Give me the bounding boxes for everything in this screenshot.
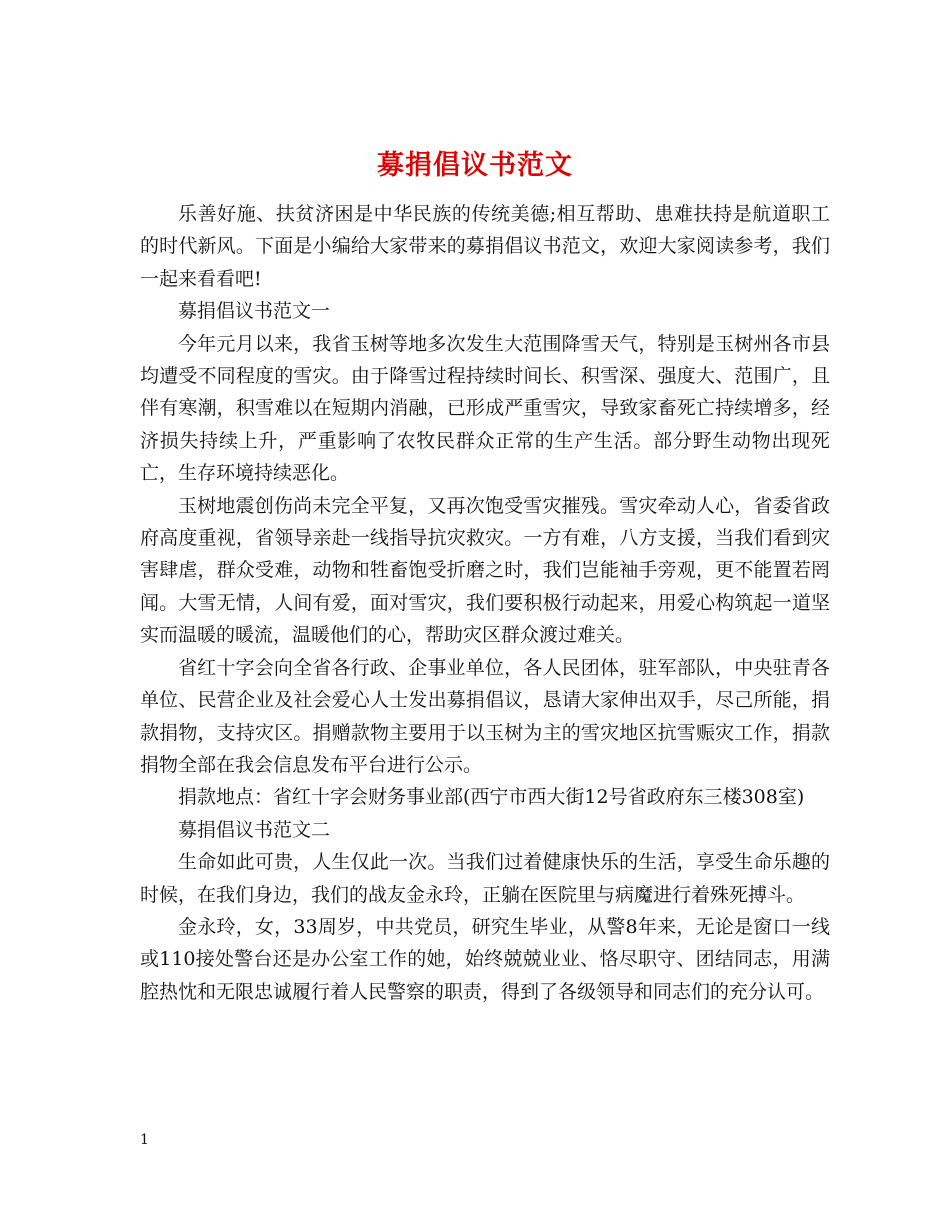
paragraph: 金永玲，女，33周岁，中共党员，研究生毕业，从警8年来，无论是窗口一线或110接处警台还是办公室工作的她，始终兢兢业业、恪尽职守、团结同志，用满腔热忱和无限忠诚履行着人民警察的职责，得到了各级领导和同志们的充分认可。: [140, 915, 830, 1003]
document-title: 募捐倡议书范文: [377, 150, 573, 182]
paragraph: 玉树地震创伤尚未完全平复，又再次饱受雪灾摧残。雪灾牵动人心，省委省政府高度重视，省领导亲赴一线指导抗灾救灾。一方有难，八方支援，当我们看到灾害肆虐，群众受难，动物和牲畜饱受折磨之时，我们岂能袖手旁观，更不能置若罔闻。大雪无情，人间有爱，面对雪灾，我们要积极行动起来，用爱心构筑起一道坚实而温暖的暖流，温暖他们的心，帮助灾区群众渡过难关。: [140, 494, 830, 647]
donation-location: 捐款地点：省红十字会财务事业部(西宁市西大街12号省政府东三楼308室): [178, 786, 805, 809]
section-heading-1: 募捐倡议书范文一: [178, 300, 331, 323]
document-body: [140, 198, 830, 1008]
page-number: 1: [140, 1132, 149, 1148]
paragraph-intro: 乐善好施、扶贫济困是中华民族的传统美德;相互帮助、患难扶持是航道职工的时代新风。下面是小编给大家带来的募捐倡议书范文，欢迎大家阅读参考，我们一起来看看吧!: [140, 203, 830, 290]
section-heading-2: 募捐倡议书范文二: [178, 818, 331, 841]
paragraph: 省红十字会向全省各行政、企事业单位，各人民团体，驻军部队，中央驻青各单位、民营企业及社会爱心人士发出募捐倡议，恳请大家伸出双手，尽己所能，捐款捐物，支持灾区。捐赠款物主要用于以玉树为主的雪灾地区抗雪赈灾工作，捐款捐物全部在我会信息发布平台进行公示。: [140, 656, 830, 776]
paragraph: 生命如此可贵，人生仅此一次。当我们过着健康快乐的生活，享受生命乐趣的时候，在我们身边，我们的战友金永玲，正躺在医院里与病魔进行着殊死搏斗。: [140, 851, 830, 906]
paragraph: 今年元月以来，我省玉树等地多次发生大范围降雪天气，特别是玉树州各市县均遭受不同程度的雪灾。由于降雪过程持续时间长、积雪深、强度大、范围广，且伴有寒潮，积雪难以在短期内消融，已形成严重雪灾，导致家畜死亡持续增多，经济损失持续上升，严重影响了农牧民群众正常的生产生活。部分野生动物出现死亡，生存环境持续恶化。: [140, 332, 830, 485]
